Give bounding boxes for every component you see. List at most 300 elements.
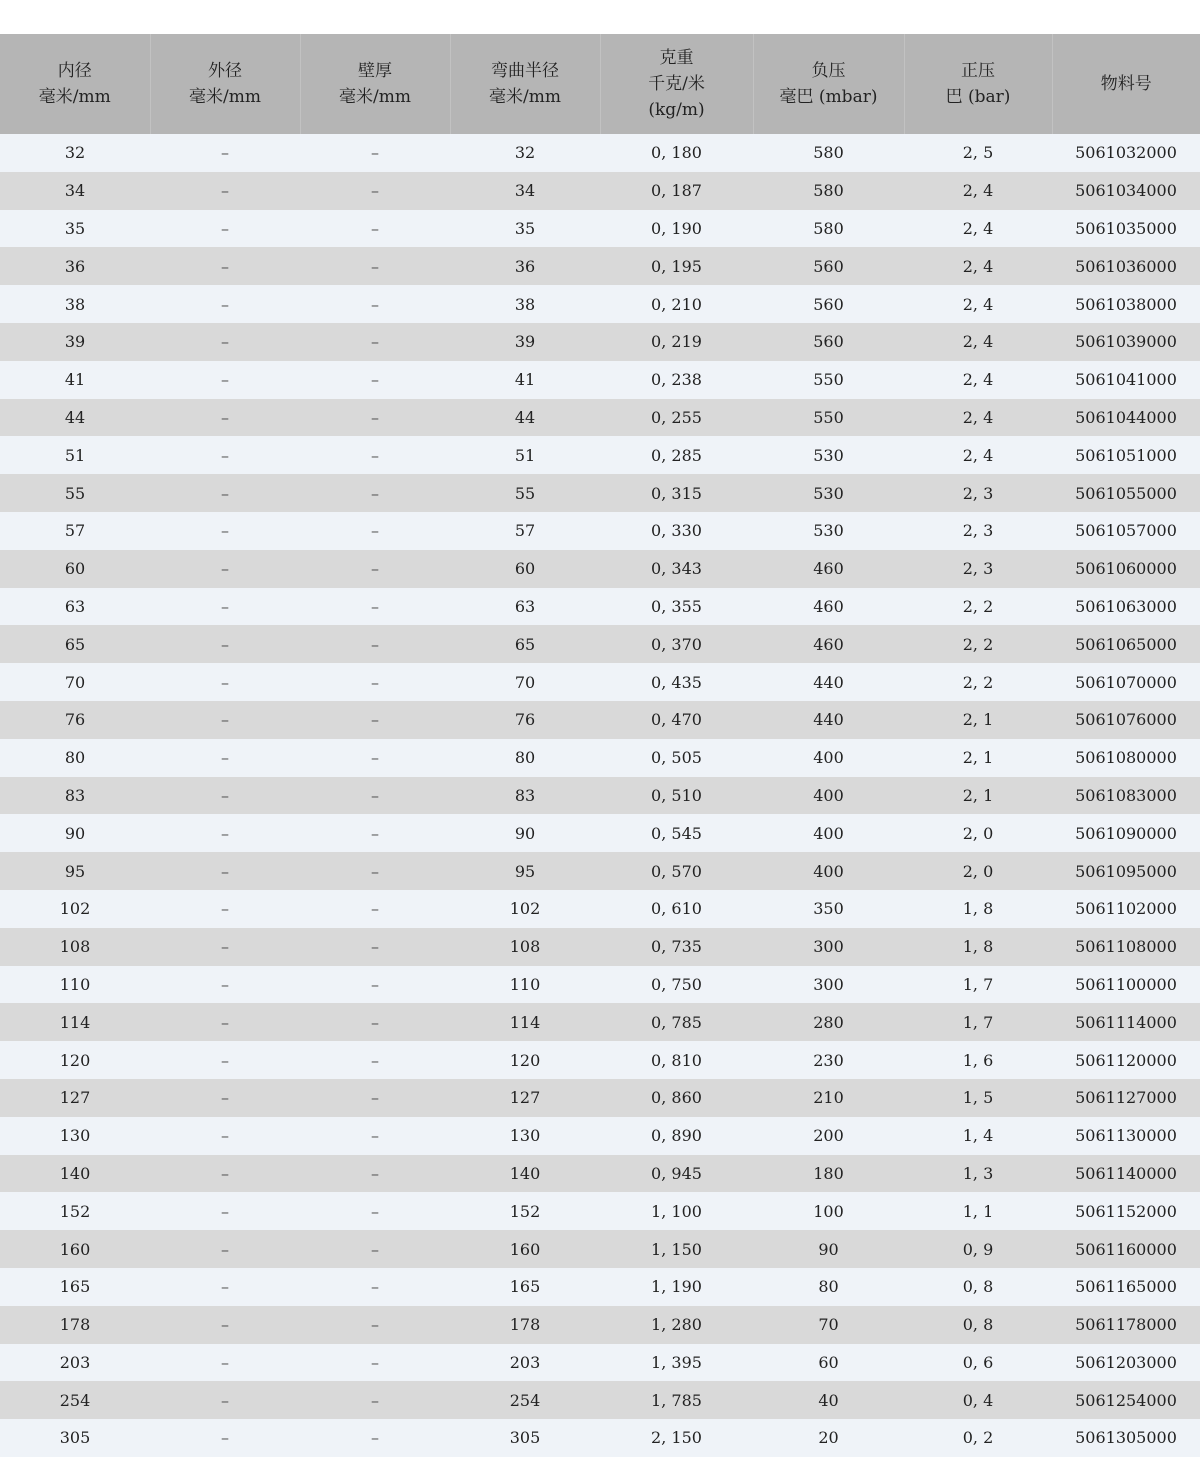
bend-radius-cell: 110: [450, 966, 600, 1004]
outer-diameter-cell: –: [150, 550, 300, 588]
outer-diameter-cell: –: [150, 663, 300, 701]
table-row: [0, 663, 1200, 701]
outer-diameter-cell: –: [150, 1041, 300, 1079]
outer-diameter-cell: –: [150, 134, 300, 172]
inner-diameter-cell: 152: [0, 1192, 150, 1230]
header-label: 壁厚: [358, 61, 392, 81]
inner-diameter-cell: 41: [0, 361, 150, 399]
bend-radius-cell: 44: [450, 399, 600, 437]
table-row: [0, 1155, 1200, 1193]
inner-diameter-cell: 110: [0, 966, 150, 1004]
inner-diameter-header: [0, 34, 150, 134]
part-number-cell: 5061032000: [1052, 134, 1200, 172]
weight-cell: 0, 570: [600, 852, 753, 890]
part-number-cell: 5061038000: [1052, 285, 1200, 323]
bend-radius-cell: 80: [450, 739, 600, 777]
part-number-header: [1052, 34, 1200, 134]
part-number-cell: 5061051000: [1052, 436, 1200, 474]
table-row: [0, 966, 1200, 1004]
pressure-cell: 0, 8: [904, 1306, 1052, 1344]
pressure-cell: 2, 3: [904, 474, 1052, 512]
weight-cell: 2, 150: [600, 1419, 753, 1457]
vacuum-cell: 100: [753, 1192, 904, 1230]
outer-diameter-cell: –: [150, 285, 300, 323]
outer-diameter-cell: –: [150, 890, 300, 928]
weight-cell: 0, 545: [600, 814, 753, 852]
inner-diameter-cell: 57: [0, 512, 150, 550]
inner-diameter-cell: 140: [0, 1155, 150, 1193]
wall-thickness-header: [300, 34, 450, 134]
inner-diameter-cell: 203: [0, 1344, 150, 1382]
table-header: [0, 34, 1200, 134]
vacuum-cell: 530: [753, 436, 904, 474]
bend-radius-cell: 55: [450, 474, 600, 512]
inner-diameter-cell: 178: [0, 1306, 150, 1344]
wall-thickness-cell: –: [300, 1306, 450, 1344]
part-number-cell: 5061044000: [1052, 399, 1200, 437]
wall-thickness-cell: –: [300, 512, 450, 550]
table-row: [0, 852, 1200, 890]
part-number-cell: 5061036000: [1052, 247, 1200, 285]
pressure-cell: 2, 4: [904, 247, 1052, 285]
wall-thickness-cell: –: [300, 1419, 450, 1457]
vacuum-cell: 580: [753, 134, 904, 172]
bend-radius-cell: 41: [450, 361, 600, 399]
pressure-cell: 2, 3: [904, 550, 1052, 588]
vacuum-cell: 280: [753, 1003, 904, 1041]
header-label: 内径: [57, 61, 92, 81]
bend-radius-cell: 34: [450, 172, 600, 210]
vacuum-cell: 70: [753, 1306, 904, 1344]
inner-diameter-cell: 160: [0, 1230, 150, 1268]
inner-diameter-cell: 165: [0, 1268, 150, 1306]
spec-table-container: [0, 34, 1200, 1457]
outer-diameter-cell: –: [150, 399, 300, 437]
outer-diameter-cell: –: [150, 361, 300, 399]
vacuum-cell: 400: [753, 739, 904, 777]
outer-diameter-cell: –: [150, 172, 300, 210]
pressure-cell: 1, 1: [904, 1192, 1052, 1230]
pressure-cell: 2, 4: [904, 210, 1052, 248]
pressure-cell: 2, 2: [904, 663, 1052, 701]
bend-radius-header: [450, 34, 600, 134]
header-label: 毫米/mm: [339, 87, 411, 107]
bend-radius-cell: 63: [450, 588, 600, 626]
outer-diameter-cell: –: [150, 852, 300, 890]
vacuum-cell: 530: [753, 512, 904, 550]
wall-thickness-cell: –: [300, 210, 450, 248]
wall-thickness-cell: –: [300, 814, 450, 852]
inner-diameter-cell: 65: [0, 625, 150, 663]
header-label: 毫米/mm: [489, 87, 561, 107]
table-row: [0, 1344, 1200, 1382]
part-number-cell: 5061102000: [1052, 890, 1200, 928]
vacuum-cell: 90: [753, 1230, 904, 1268]
wall-thickness-cell: –: [300, 966, 450, 1004]
vacuum-cell: 210: [753, 1079, 904, 1117]
header-label: 负压: [811, 61, 846, 81]
wall-thickness-cell: –: [300, 1192, 450, 1230]
header-label: 毫米/mm: [189, 87, 261, 107]
weight-cell: 0, 330: [600, 512, 753, 550]
part-number-cell: 5061120000: [1052, 1041, 1200, 1079]
outer-diameter-cell: –: [150, 701, 300, 739]
part-number-cell: 5061114000: [1052, 1003, 1200, 1041]
vacuum-cell: 200: [753, 1117, 904, 1155]
part-number-cell: 5061041000: [1052, 361, 1200, 399]
header-label: 巴 (bar): [945, 87, 1011, 107]
wall-thickness-cell: –: [300, 739, 450, 777]
outer-diameter-cell: –: [150, 1079, 300, 1117]
outer-diameter-cell: –: [150, 1117, 300, 1155]
table-row: [0, 361, 1200, 399]
pressure-cell: 1, 6: [904, 1041, 1052, 1079]
outer-diameter-cell: –: [150, 436, 300, 474]
part-number-cell: 5061035000: [1052, 210, 1200, 248]
table-row: [0, 134, 1200, 172]
inner-diameter-cell: 76: [0, 701, 150, 739]
pressure-cell: 1, 7: [904, 966, 1052, 1004]
bend-radius-cell: 95: [450, 852, 600, 890]
header-label: 克重: [659, 48, 694, 68]
wall-thickness-cell: –: [300, 928, 450, 966]
outer-diameter-cell: –: [150, 1268, 300, 1306]
pressure-cell: 2, 1: [904, 739, 1052, 777]
pressure-cell: 2, 0: [904, 852, 1052, 890]
vacuum-cell: 80: [753, 1268, 904, 1306]
weight-cell: 0, 510: [600, 777, 753, 815]
outer-diameter-cell: –: [150, 928, 300, 966]
part-number-cell: 5061305000: [1052, 1419, 1200, 1457]
inner-diameter-cell: 63: [0, 588, 150, 626]
outer-diameter-cell: –: [150, 1155, 300, 1193]
spec-table: [0, 34, 1200, 1457]
weight-cell: 0, 315: [600, 474, 753, 512]
weight-cell: 0, 945: [600, 1155, 753, 1193]
outer-diameter-header: [150, 34, 300, 134]
table-row: [0, 436, 1200, 474]
outer-diameter-cell: –: [150, 1381, 300, 1419]
table-row: [0, 247, 1200, 285]
part-number-cell: 5061055000: [1052, 474, 1200, 512]
inner-diameter-cell: 44: [0, 399, 150, 437]
header-label: 毫米/mm: [38, 87, 111, 107]
pressure-cell: 2, 2: [904, 625, 1052, 663]
part-number-cell: 5061063000: [1052, 588, 1200, 626]
inner-diameter-cell: 95: [0, 852, 150, 890]
outer-diameter-cell: –: [150, 1306, 300, 1344]
outer-diameter-cell: –: [150, 512, 300, 550]
table-row: [0, 1079, 1200, 1117]
weight-cell: 1, 100: [600, 1192, 753, 1230]
pressure-cell: 2, 1: [904, 777, 1052, 815]
vacuum-header: [753, 34, 904, 134]
weight-cell: 0, 190: [600, 210, 753, 248]
part-number-cell: 5061203000: [1052, 1344, 1200, 1382]
wall-thickness-cell: –: [300, 625, 450, 663]
weight-cell: 0, 187: [600, 172, 753, 210]
pressure-cell: 2, 4: [904, 436, 1052, 474]
vacuum-cell: 460: [753, 550, 904, 588]
outer-diameter-cell: –: [150, 1230, 300, 1268]
part-number-cell: 5061076000: [1052, 701, 1200, 739]
wall-thickness-cell: –: [300, 1155, 450, 1193]
table-row: [0, 928, 1200, 966]
header-row: [0, 34, 1200, 134]
pressure-cell: 0, 9: [904, 1230, 1052, 1268]
wall-thickness-cell: –: [300, 247, 450, 285]
weight-header: [600, 34, 753, 134]
wall-thickness-cell: –: [300, 436, 450, 474]
bend-radius-cell: 83: [450, 777, 600, 815]
bend-radius-cell: 102: [450, 890, 600, 928]
part-number-cell: 5061080000: [1052, 739, 1200, 777]
pressure-cell: 2, 0: [904, 814, 1052, 852]
outer-diameter-cell: –: [150, 739, 300, 777]
weight-cell: 1, 785: [600, 1381, 753, 1419]
weight-cell: 0, 343: [600, 550, 753, 588]
table-body: [0, 134, 1200, 1457]
inner-diameter-cell: 114: [0, 1003, 150, 1041]
table-row: [0, 1003, 1200, 1041]
inner-diameter-cell: 90: [0, 814, 150, 852]
inner-diameter-cell: 305: [0, 1419, 150, 1457]
outer-diameter-cell: –: [150, 1344, 300, 1382]
header-label: (kg/m): [648, 100, 705, 120]
vacuum-cell: 230: [753, 1041, 904, 1079]
bend-radius-cell: 70: [450, 663, 600, 701]
vacuum-cell: 460: [753, 588, 904, 626]
vacuum-cell: 440: [753, 701, 904, 739]
part-number-cell: 5061108000: [1052, 928, 1200, 966]
vacuum-cell: 460: [753, 625, 904, 663]
vacuum-cell: 580: [753, 172, 904, 210]
inner-diameter-cell: 39: [0, 323, 150, 361]
pressure-cell: 0, 6: [904, 1344, 1052, 1382]
table-row: [0, 1306, 1200, 1344]
vacuum-cell: 400: [753, 852, 904, 890]
bend-radius-cell: 65: [450, 625, 600, 663]
inner-diameter-cell: 102: [0, 890, 150, 928]
inner-diameter-cell: 55: [0, 474, 150, 512]
part-number-cell: 5061130000: [1052, 1117, 1200, 1155]
vacuum-cell: 20: [753, 1419, 904, 1457]
inner-diameter-cell: 35: [0, 210, 150, 248]
wall-thickness-cell: –: [300, 399, 450, 437]
part-number-cell: 5061127000: [1052, 1079, 1200, 1117]
table-row: [0, 210, 1200, 248]
weight-cell: 1, 395: [600, 1344, 753, 1382]
weight-cell: 1, 280: [600, 1306, 753, 1344]
pressure-cell: 1, 8: [904, 928, 1052, 966]
inner-diameter-cell: 32: [0, 134, 150, 172]
inner-diameter-cell: 80: [0, 739, 150, 777]
table-row: [0, 1192, 1200, 1230]
bend-radius-cell: 90: [450, 814, 600, 852]
vacuum-cell: 530: [753, 474, 904, 512]
vacuum-cell: 300: [753, 928, 904, 966]
vacuum-cell: 300: [753, 966, 904, 1004]
vacuum-cell: 550: [753, 399, 904, 437]
outer-diameter-cell: –: [150, 247, 300, 285]
table-row: [0, 1419, 1200, 1457]
inner-diameter-cell: 36: [0, 247, 150, 285]
weight-cell: 0, 219: [600, 323, 753, 361]
vacuum-cell: 60: [753, 1344, 904, 1382]
table-row: [0, 1117, 1200, 1155]
header-label: 毫巴 (mbar): [779, 87, 878, 107]
part-number-cell: 5061034000: [1052, 172, 1200, 210]
wall-thickness-cell: –: [300, 134, 450, 172]
bend-radius-cell: 38: [450, 285, 600, 323]
bend-radius-cell: 165: [450, 1268, 600, 1306]
bend-radius-cell: 60: [450, 550, 600, 588]
wall-thickness-cell: –: [300, 588, 450, 626]
bend-radius-cell: 160: [450, 1230, 600, 1268]
vacuum-cell: 350: [753, 890, 904, 928]
table-row: [0, 625, 1200, 663]
part-number-cell: 5061095000: [1052, 852, 1200, 890]
wall-thickness-cell: –: [300, 361, 450, 399]
part-number-cell: 5061070000: [1052, 663, 1200, 701]
wall-thickness-cell: –: [300, 1268, 450, 1306]
outer-diameter-cell: –: [150, 474, 300, 512]
inner-diameter-cell: 108: [0, 928, 150, 966]
weight-cell: 0, 435: [600, 663, 753, 701]
weight-cell: 1, 190: [600, 1268, 753, 1306]
wall-thickness-cell: –: [300, 550, 450, 588]
bend-radius-cell: 39: [450, 323, 600, 361]
outer-diameter-cell: –: [150, 210, 300, 248]
wall-thickness-cell: –: [300, 1117, 450, 1155]
wall-thickness-cell: –: [300, 701, 450, 739]
outer-diameter-cell: –: [150, 1192, 300, 1230]
bend-radius-cell: 120: [450, 1041, 600, 1079]
weight-cell: 0, 810: [600, 1041, 753, 1079]
pressure-cell: 0, 4: [904, 1381, 1052, 1419]
weight-cell: 1, 150: [600, 1230, 753, 1268]
wall-thickness-cell: –: [300, 1003, 450, 1041]
inner-diameter-cell: 34: [0, 172, 150, 210]
part-number-cell: 5061254000: [1052, 1381, 1200, 1419]
weight-cell: 0, 505: [600, 739, 753, 777]
bend-radius-cell: 114: [450, 1003, 600, 1041]
part-number-cell: 5061178000: [1052, 1306, 1200, 1344]
inner-diameter-cell: 83: [0, 777, 150, 815]
weight-cell: 0, 180: [600, 134, 753, 172]
pressure-cell: 1, 8: [904, 890, 1052, 928]
pressure-cell: 1, 5: [904, 1079, 1052, 1117]
table-row: [0, 739, 1200, 777]
vacuum-cell: 400: [753, 777, 904, 815]
table-row: [0, 890, 1200, 928]
pressure-cell: 1, 7: [904, 1003, 1052, 1041]
part-number-cell: 5061083000: [1052, 777, 1200, 815]
vacuum-cell: 580: [753, 210, 904, 248]
bend-radius-cell: 36: [450, 247, 600, 285]
vacuum-cell: 550: [753, 361, 904, 399]
outer-diameter-cell: –: [150, 966, 300, 1004]
wall-thickness-cell: –: [300, 1381, 450, 1419]
outer-diameter-cell: –: [150, 777, 300, 815]
bend-radius-cell: 51: [450, 436, 600, 474]
part-number-cell: 5061152000: [1052, 1192, 1200, 1230]
table-row: [0, 1381, 1200, 1419]
weight-cell: 0, 195: [600, 247, 753, 285]
outer-diameter-cell: –: [150, 588, 300, 626]
part-number-cell: 5061140000: [1052, 1155, 1200, 1193]
header-label: 正压: [961, 61, 995, 81]
pressure-cell: 1, 3: [904, 1155, 1052, 1193]
weight-cell: 0, 470: [600, 701, 753, 739]
vacuum-cell: 560: [753, 247, 904, 285]
bend-radius-cell: 203: [450, 1344, 600, 1382]
part-number-cell: 5061100000: [1052, 966, 1200, 1004]
part-number-cell: 5061160000: [1052, 1230, 1200, 1268]
pressure-header: [904, 34, 1052, 134]
inner-diameter-cell: 127: [0, 1079, 150, 1117]
bend-radius-cell: 108: [450, 928, 600, 966]
pressure-cell: 1, 4: [904, 1117, 1052, 1155]
wall-thickness-cell: –: [300, 890, 450, 928]
table-row: [0, 701, 1200, 739]
inner-diameter-cell: 60: [0, 550, 150, 588]
pressure-cell: 2, 5: [904, 134, 1052, 172]
inner-diameter-cell: 51: [0, 436, 150, 474]
bend-radius-cell: 140: [450, 1155, 600, 1193]
table-row: [0, 550, 1200, 588]
part-number-cell: 5061065000: [1052, 625, 1200, 663]
wall-thickness-cell: –: [300, 172, 450, 210]
vacuum-cell: 440: [753, 663, 904, 701]
wall-thickness-cell: –: [300, 323, 450, 361]
bend-radius-cell: 130: [450, 1117, 600, 1155]
bend-radius-cell: 76: [450, 701, 600, 739]
table-row: [0, 777, 1200, 815]
weight-cell: 0, 890: [600, 1117, 753, 1155]
inner-diameter-cell: 130: [0, 1117, 150, 1155]
vacuum-cell: 560: [753, 323, 904, 361]
weight-cell: 0, 355: [600, 588, 753, 626]
weight-cell: 0, 285: [600, 436, 753, 474]
header-label: 千克/米: [648, 74, 705, 94]
pressure-cell: 2, 1: [904, 701, 1052, 739]
vacuum-cell: 180: [753, 1155, 904, 1193]
wall-thickness-cell: –: [300, 1041, 450, 1079]
part-number-cell: 5061090000: [1052, 814, 1200, 852]
outer-diameter-cell: –: [150, 1419, 300, 1457]
pressure-cell: 0, 8: [904, 1268, 1052, 1306]
bend-radius-cell: 32: [450, 134, 600, 172]
weight-cell: 0, 735: [600, 928, 753, 966]
part-number-cell: 5061039000: [1052, 323, 1200, 361]
weight-cell: 0, 750: [600, 966, 753, 1004]
bend-radius-cell: 254: [450, 1381, 600, 1419]
outer-diameter-cell: –: [150, 1003, 300, 1041]
bend-radius-cell: 127: [450, 1079, 600, 1117]
wall-thickness-cell: –: [300, 1230, 450, 1268]
wall-thickness-cell: –: [300, 663, 450, 701]
pressure-cell: 2, 3: [904, 512, 1052, 550]
pressure-cell: 2, 4: [904, 285, 1052, 323]
pressure-cell: 2, 4: [904, 172, 1052, 210]
weight-cell: 0, 610: [600, 890, 753, 928]
bend-radius-cell: 178: [450, 1306, 600, 1344]
weight-cell: 0, 255: [600, 399, 753, 437]
part-number-cell: 5061165000: [1052, 1268, 1200, 1306]
weight-cell: 0, 210: [600, 285, 753, 323]
table-row: [0, 285, 1200, 323]
